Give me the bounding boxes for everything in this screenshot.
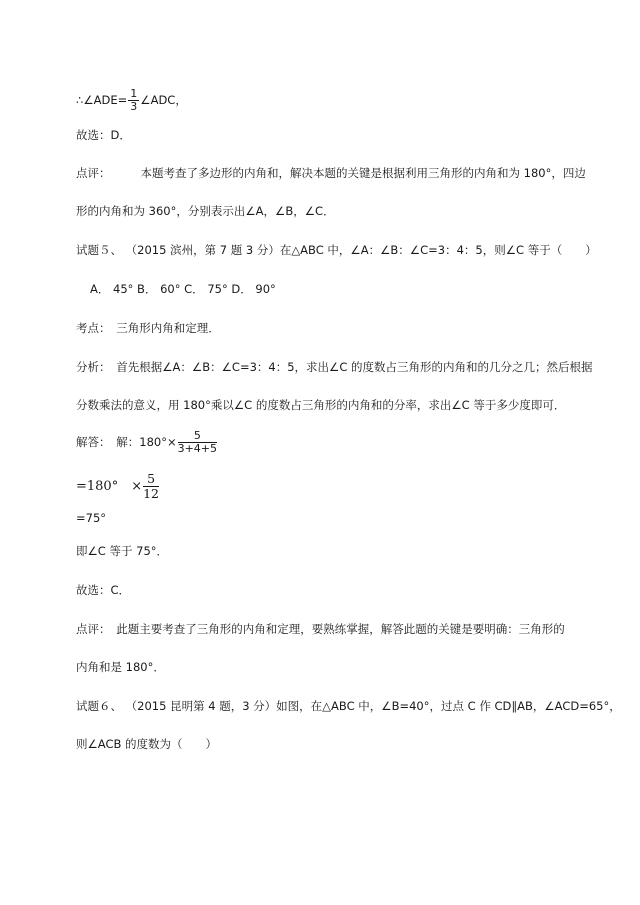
answer-choice-d: 故选：D． xyxy=(76,128,131,142)
analysis-line-2: 分数乘法的意义，用 180°乘以∠C 的度数占三角形的内角和的分率，求出∠C 等于多少度即可． xyxy=(76,398,566,412)
comment-line-1 xyxy=(76,165,586,181)
solution-prefix: 解答： 解：180°× xyxy=(76,435,177,449)
fraction-denominator: 12 xyxy=(143,486,160,501)
solution-conclusion: 即∠C 等于 75°． xyxy=(76,544,169,558)
question-5-options: A． 45° B． 60° C． 75° D． 90° xyxy=(90,282,276,296)
comment-label: 点评： xyxy=(76,166,111,180)
fraction-5-over-12 xyxy=(143,472,159,501)
question-6-title: 试题６、 （2015 昆明第 4 题，3 分）如图，在△ABC 中，∠B=40°，过点 C 作 CD∥AB，∠ACD=65°， xyxy=(76,699,621,713)
fraction-5-over-sum xyxy=(178,430,217,455)
fraction-numerator: 5 xyxy=(143,472,159,487)
analysis-line-1: 分析： 首先根据∠A：∠B：∠C=3：4：5，求出∠C 的度数占三角形的内角和的几分之几；然后根据 xyxy=(76,360,593,374)
text-prefix: ∴∠ADE= xyxy=(76,93,128,107)
fraction-denominator: 3 xyxy=(130,100,138,113)
solution-step: =180° × xyxy=(76,479,143,494)
comment-text: 本题考查了多边形的内角和，解决本题的关键是根据利用三角形的内角和为 180°，四边 xyxy=(140,166,586,180)
solution-line-1 xyxy=(76,430,218,455)
comment-2-line-2: 内角和是 180°． xyxy=(76,660,165,674)
comment-2-line-1: 点评： 此题主要考查了三角形的内角和定理，要熟练掌握，解答此题的关键是要明确：三角形的 xyxy=(76,622,565,636)
question-6-prompt: 则∠ACB 的度数为（ ） xyxy=(76,737,218,751)
comment-line-2: 形的内角和为 360°，分别表示出∠A，∠B，∠C． xyxy=(76,204,335,218)
line-conclusion-ade xyxy=(76,88,187,113)
text-suffix: ∠ADC， xyxy=(140,93,187,107)
fraction-numerator: 1 xyxy=(130,87,138,100)
fraction-numerator: 5 xyxy=(178,430,217,443)
fraction-one-third xyxy=(128,88,139,113)
solution-line-2 xyxy=(76,472,160,501)
answer-choice-c: 故选：C． xyxy=(76,583,131,597)
fraction-denominator: 3+4+5 xyxy=(177,442,218,455)
solution-result: =75° xyxy=(76,511,107,525)
question-5-title: 试题５、 （2015 滨州，第 7 题 3 分）在△ABC 中，∠A：∠B：∠C=3：4：5，则∠C 等于（ ） xyxy=(76,243,597,257)
knowledge-point: 考点： 三角形内角和定理． xyxy=(76,321,220,335)
